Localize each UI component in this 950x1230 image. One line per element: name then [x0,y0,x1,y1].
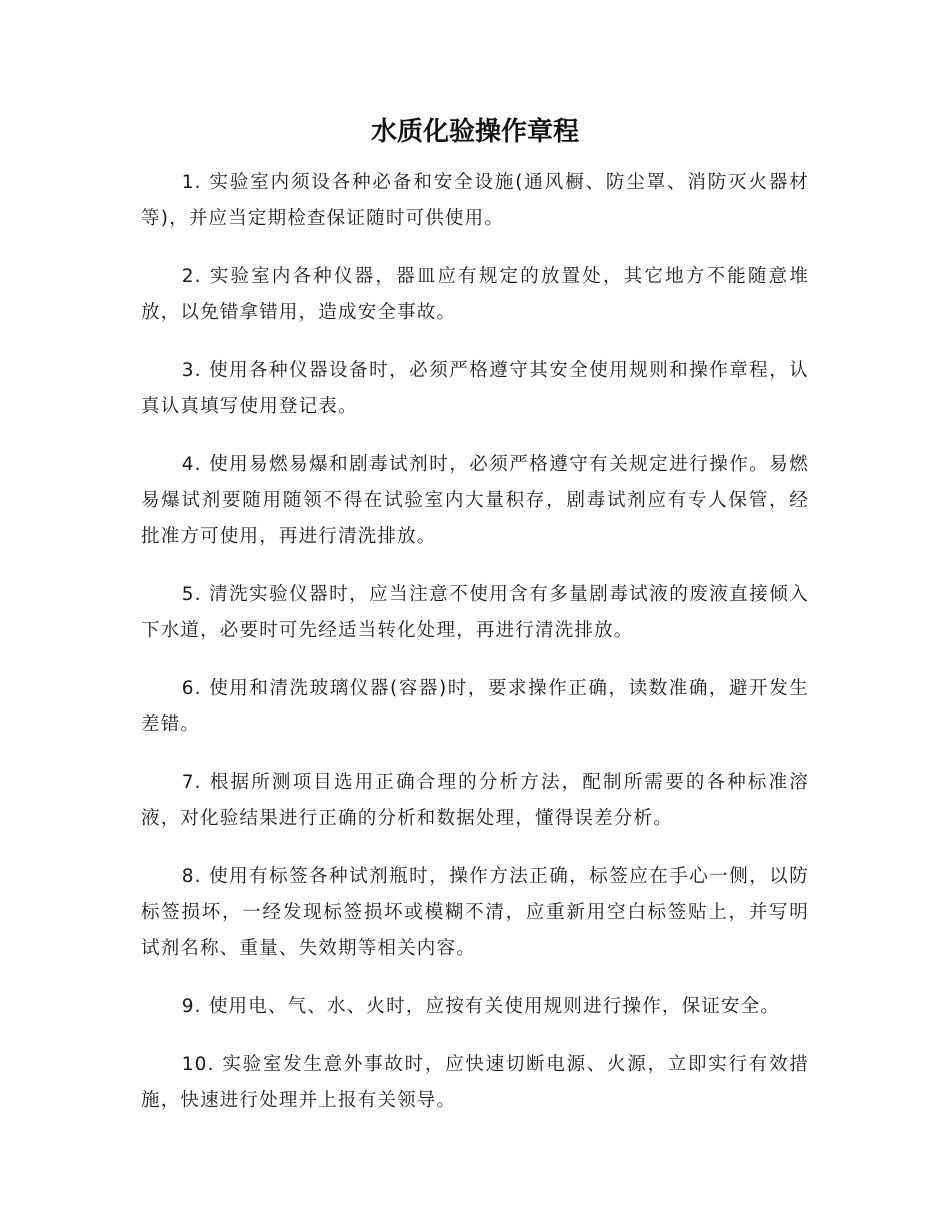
rule-paragraph-3: 3. 使用各种仪器设备时，必须严格遵守其安全使用规则和操作章程，认真认真填写使用登记表。 [141,360,809,417]
document-body [141,165,809,1141]
rule-paragraph-5: 5. 清洗实验仪器时，应当注意不使用含有多量剧毒试液的废液直接倾入下水道，必要时可先经适当转化处理，再进行清洗排放。 [141,584,809,641]
document-title: 水质化验操作章程 [370,117,579,147]
rule-paragraph-10: 10. 实验室发生意外事故时，应快速切断电源、火源，立即实行有效措施，快速进行处理并上报有关领导。 [141,1054,809,1111]
rule-paragraph-9: 9. 使用电、气、水、火时，应按有关使用规则进行操作，保证安全。 [181,996,781,1017]
rule-paragraph-2: 2. 实验室内各种仪器，器皿应有规定的放置处，其它地方不能随意堆放，以免错拿错用，造成安全事故。 [141,266,809,323]
rule-paragraph-8: 8. 使用有标签各种试剂瓶时，操作方法正确，标签应在手心一侧，以防标签损坏，一经发现标签损坏或模糊不清，应重新用空白标签贴上，并写明试剂名称、重量、失效期等相关内容。 [141,866,809,959]
rule-paragraph-1: 1. 实验室内须设各种必备和安全设施(通风橱、防尘罩、消防灭火器材等)，并应当定期检查保证随时可供使用。 [141,172,809,229]
rule-paragraph-6: 6. 使用和清洗玻璃仪器(容器)时，要求操作正确，读数准确，避开发生差错。 [141,678,809,735]
rule-paragraph-4: 4. 使用易燃易爆和剧毒试剂时，必须严格遵守有关规定进行操作。易燃易爆试剂要随用随领不得在试验室内大量积存，剧毒试剂应有专人保管，经批准方可使用，再进行清洗排放。 [141,454,809,547]
rule-paragraph-7: 7. 根据所测项目选用正确合理的分析方法，配制所需要的各种标准溶液，对化验结果进行正确的分析和数据处理，懂得误差分析。 [141,772,809,829]
